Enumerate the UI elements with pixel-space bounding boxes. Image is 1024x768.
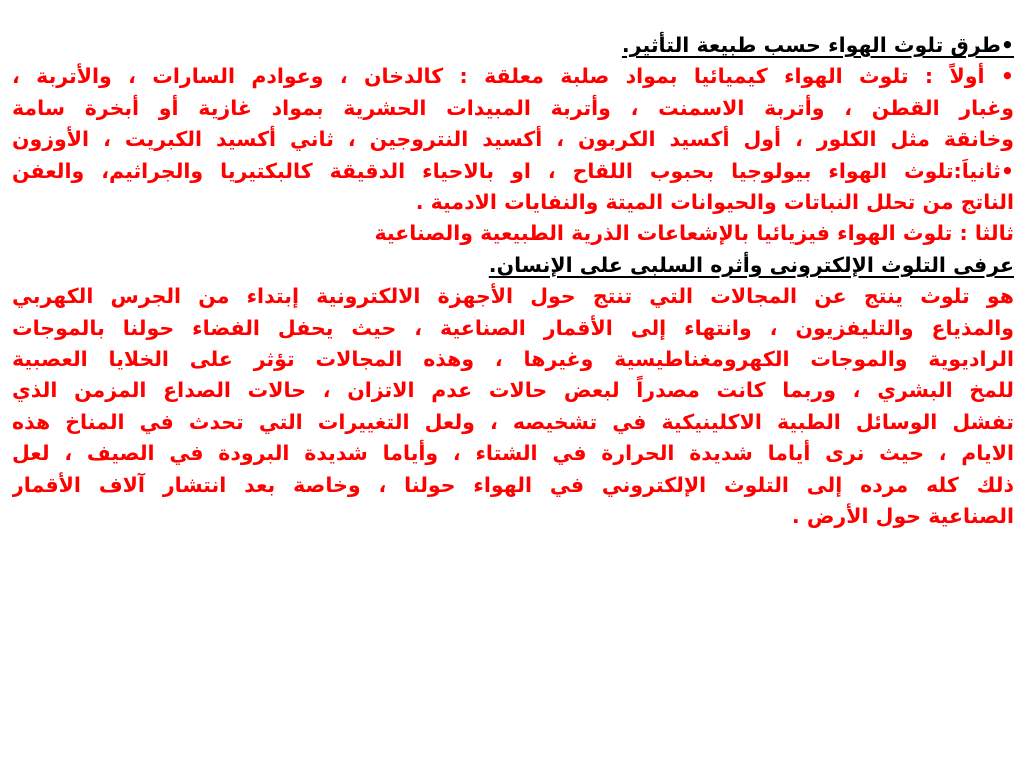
heading-electronic-pollution: [12, 250, 1014, 281]
paragraph-line: •ثانياَ:تلوث الهواء بيولوجيا بحبوب اللقاح ، او بالاحياء الدقيقة كالبكتيريا والجراثيم، والعفن: [12, 158, 1014, 183]
paragraph-line: ذلك كله مرده إلى التلوث الإلكتروني في الهواء حولنا ، وخاصة بعد انتشار آلاف الأقمار: [12, 472, 1014, 497]
paragraph-line: وخانقة مثل الكلور ، أول أكسيد الكربون ، أكسيد النتروجين ، ثاني أكسيد الكبريت ، الأوزون: [12, 127, 1014, 152]
paragraph-line: تفشل الوسائل الطبية الاكلينيكية في تشخيصه ، ولعل التغييرات التي تحدث في المناخ هذه: [12, 409, 1014, 434]
paragraph-line: للمخ البشري ، وربما كانت مصدراً لبعض حالات عدم الاتزان ، حالات الصداع المزمن الذي: [12, 378, 1014, 403]
paragraph-line: الصناعية حول الأرض .: [791, 504, 1014, 529]
slide-content: [12, 30, 1014, 533]
paragraph-line: هو تلوث ينتج عن المجالات التي تنتج حول الأجهزة الالكترونية إبتداء من الجرس الكهربي: [12, 284, 1014, 309]
paragraph-line: وغبار القطن ، وأتربة الاسمنت ، وأتربة المبيدات الحشرية بمواد غازية أو أبخرة سامة: [12, 95, 1014, 120]
paragraph-line: الراديوية والموجات الكهرومغناطيسية وغيرها ، وهذه المجالات تؤثر على الخلايا العصبية: [12, 347, 1014, 372]
paragraph-line: والمذياع والتليفزيون ، وانتهاء إلى الأقمار الصناعية ، حيث يحفل الفضاء حولنا بالموجات: [12, 315, 1014, 340]
paragraph-line: الايام ، حيث نرى أياما شديدة الحرارة في الشتاء ، وأياما شديدة البرودة في الصيف ، لعل: [12, 441, 1014, 466]
paragraph-line: الناتج من تحلل النباتات والحيوانات الميتة والنفايات الادمية .: [415, 190, 1014, 215]
heading-air-pollution-types-text: •طرق تلوث الهواء حسب طبيعة التأثير.: [621, 33, 1014, 57]
heading-electronic-pollution-text: عرفى التلوث الإلكترونى وأثره السلبى على الإنسان.: [488, 252, 1014, 277]
paragraph-line: • أولاً : تلوث الهواء كيميائيا بمواد صلبة معلقة : كالدخان ، وعوادم السارات ، والأتربة ،: [12, 64, 1014, 89]
heading-air-pollution-types: [12, 30, 1014, 61]
paragraph-line: ثالثا : تلوث الهواء فيزيائيا بالإشعاعات الذرية الطبيعية والصناعية: [374, 221, 1014, 246]
